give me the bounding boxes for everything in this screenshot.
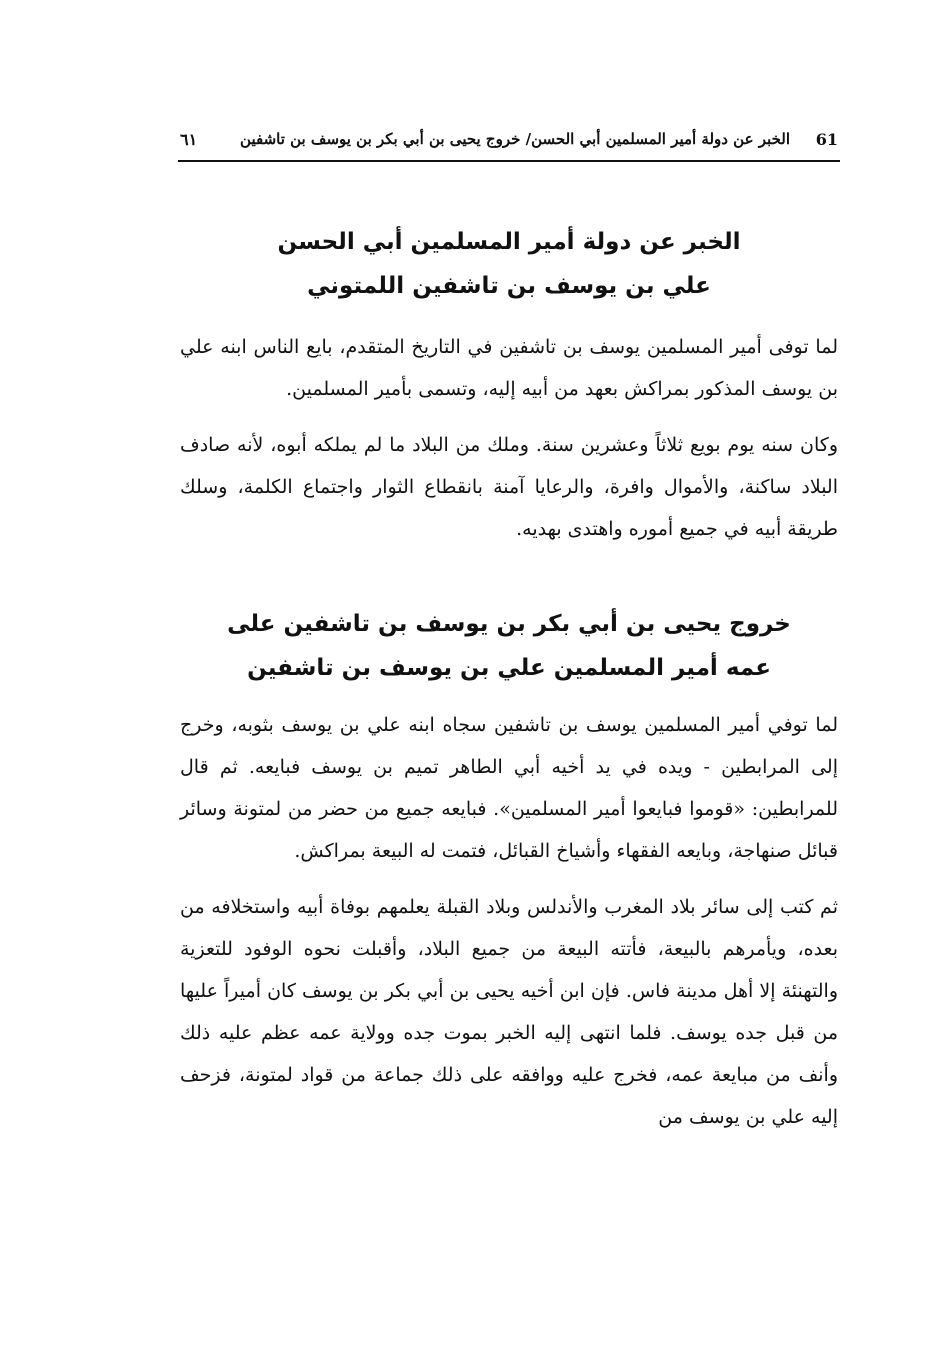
section-1-paragraph-2: وكان سنه يوم بويع ثلاثاً وعشرين سنة. وملك من البلاد ما لم يملكه أبوه، لأنه صادف البلاد ساكنة، والأموال وافرة، والرعايا آمنة بانقطاع الثوار واجتماع الكلمة، وسلك طريقة أبيه في جميع أموره واهتدى بهديه.	[180, 434, 838, 540]
section-1-paragraph-1: لما توفى أمير المسلمين يوسف بن تاشفين في التاريخ المتقدم، بايع الناس ابنه علي بن يوسف المذكور بمراكش بعهد من أبيه إليه، وتسمى بأمير المسلمين.	[180, 336, 838, 400]
page-number-arabic: ٦١	[180, 130, 198, 149]
page-content	[180, 220, 838, 1152]
section-2-title-line-2: عمه أمير المسلمين علي بن يوسف بن تاشفين	[247, 655, 771, 681]
page-number-latin: 61	[815, 130, 838, 149]
section-1-title-line-1: الخبر عن دولة أمير المسلمين أبي الحسن	[277, 229, 741, 255]
running-header	[178, 122, 840, 162]
section-1-title-line-2: علي بن يوسف بن تاشفين اللمتوني	[307, 273, 711, 299]
section-1-title	[180, 220, 838, 308]
section-2-title	[180, 602, 838, 690]
section-2-title-line-1: خروج يحيى بن أبي بكر بن يوسف بن تاشفين على	[227, 611, 791, 637]
section-2-paragraph-1: لما توفي أمير المسلمين يوسف بن تاشفين سجاه ابنه علي بن يوسف بثوبه، وخرج إلى المرابطين - ويده في يد أخيه أبي الطاهر تميم بن يوسف فبايعه. ثم قال للمرابطين: «قوموا فبايعوا أمير المسلمين». فبايعه جميع من حضر من لمتونة وسائر قبائل صنهاجة، وبايعه الفقهاء وأشياخ القبائل، فتمت له البيعة بمراكش.	[180, 714, 838, 862]
section-2-paragraph-2: ثم كتب إلى سائر بلاد المغرب والأندلس وبلاد القبلة يعلمهم بوفاة أبيه واستخلافه من بعده، ويأمرهم بالبيعة، فأتته البيعة من جميع البلاد، وأقبلت نحوه الوفود للتعزية والتهنئة إلا أهل مدينة فاس. فإن ابن أخيه يحيى بن أبي بكر بن يوسف كان أميراً عليها من قبل جده يوسف. فلما انتهى إليه الخبر بموت جده وولاية عمه عظم عليه ذلك وأنف من مبايعة عمه، فخرج عليه ووافقه على ذلك جماعة من قواد لمتونة، فزحف إليه علي بن يوسف من	[180, 896, 838, 1128]
running-title: الخبر عن دولة أمير المسلمين أبي الحسن/ خروج يحيى بن أبي بكر بن يوسف بن تاشفين	[240, 130, 790, 148]
